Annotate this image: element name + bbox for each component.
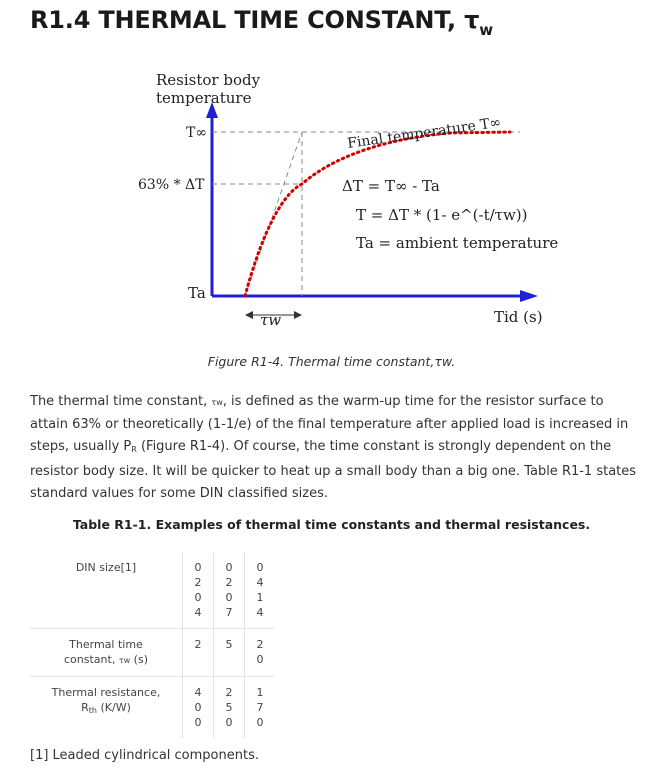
equation-temperature: T = ΔT * (1- e^(-t/τw)) xyxy=(356,206,528,224)
y-axis-label-line2: temperature xyxy=(156,89,252,107)
equation-ambient: Ta = ambient temperature xyxy=(356,234,559,252)
tau-w-label: τw xyxy=(260,311,282,329)
footnote: [1] Leaded cylindrical components. xyxy=(30,748,259,763)
table-cell: 2 0 xyxy=(245,629,276,677)
t-infinity-label: T∞ xyxy=(186,125,207,141)
section-heading: R1.4 THERMAL TIME CONSTANT, $\tau_w$ xyxy=(30,6,493,39)
tau-arrow-right xyxy=(294,311,302,319)
x-axis-arrow xyxy=(520,290,538,302)
final-temp-label: Final temperature T∞ xyxy=(346,114,503,152)
table-cell: 4 0 0 xyxy=(183,677,214,739)
table-title: Table R1-1. Examples of thermal time constants and thermal resistances. xyxy=(72,517,591,532)
body-paragraph: The thermal time constant, τw, is defined as the warm-up time for the resistor surface to attain 63% or theoretically (1-1/e) of the final temperature after applied load is increased in steps, usually $P_R$ (Figure R1-4). Of course, the time constant is strongly dependent on the resistor body size. It will be quicker to heat up a small body than a big one. Table R1-1 states standard values for some DIN classified sizes. xyxy=(30,394,637,501)
table-cell: 5 xyxy=(214,629,245,677)
tau-inline: τw xyxy=(211,398,223,407)
thermal-resistance-label: Thermal resistance, $R_{th}$ (K/W) xyxy=(30,677,183,739)
figure-caption: Figure R1-4. Thermal time constant,τw. xyxy=(207,354,456,369)
thermal-diagram xyxy=(130,60,560,335)
y-axis-label-line1: Resistor body xyxy=(156,71,261,89)
table-cell: 2 xyxy=(183,629,214,677)
thermal-table xyxy=(30,552,275,738)
time-constant-label: Thermal time constant, τw (s) xyxy=(30,629,183,677)
heading-subscript: w xyxy=(479,21,493,39)
table-cell: 2 5 0 xyxy=(214,677,245,739)
tangent-guide xyxy=(245,132,302,296)
equation-delta: ΔT = T∞ - Ta xyxy=(342,177,440,195)
table-row xyxy=(30,677,275,739)
table-row xyxy=(30,552,275,629)
ta-label: Ta xyxy=(188,284,206,302)
table-cell: 0 2 0 4 xyxy=(183,552,214,629)
tau-arrow-left xyxy=(245,311,253,319)
table-cell: 0 2 0 7 xyxy=(214,552,245,629)
din-size-label: DIN size[1] xyxy=(75,561,137,574)
x-axis-label: Tid (s) xyxy=(494,308,543,326)
table-cell: 0 4 1 4 xyxy=(245,552,276,629)
table-row xyxy=(30,629,275,677)
thermal-figure xyxy=(130,60,560,335)
table-cell: 1 7 0 xyxy=(245,677,276,739)
pct-label: 63% * ΔT xyxy=(138,177,205,193)
p-subscript: R xyxy=(131,445,137,454)
